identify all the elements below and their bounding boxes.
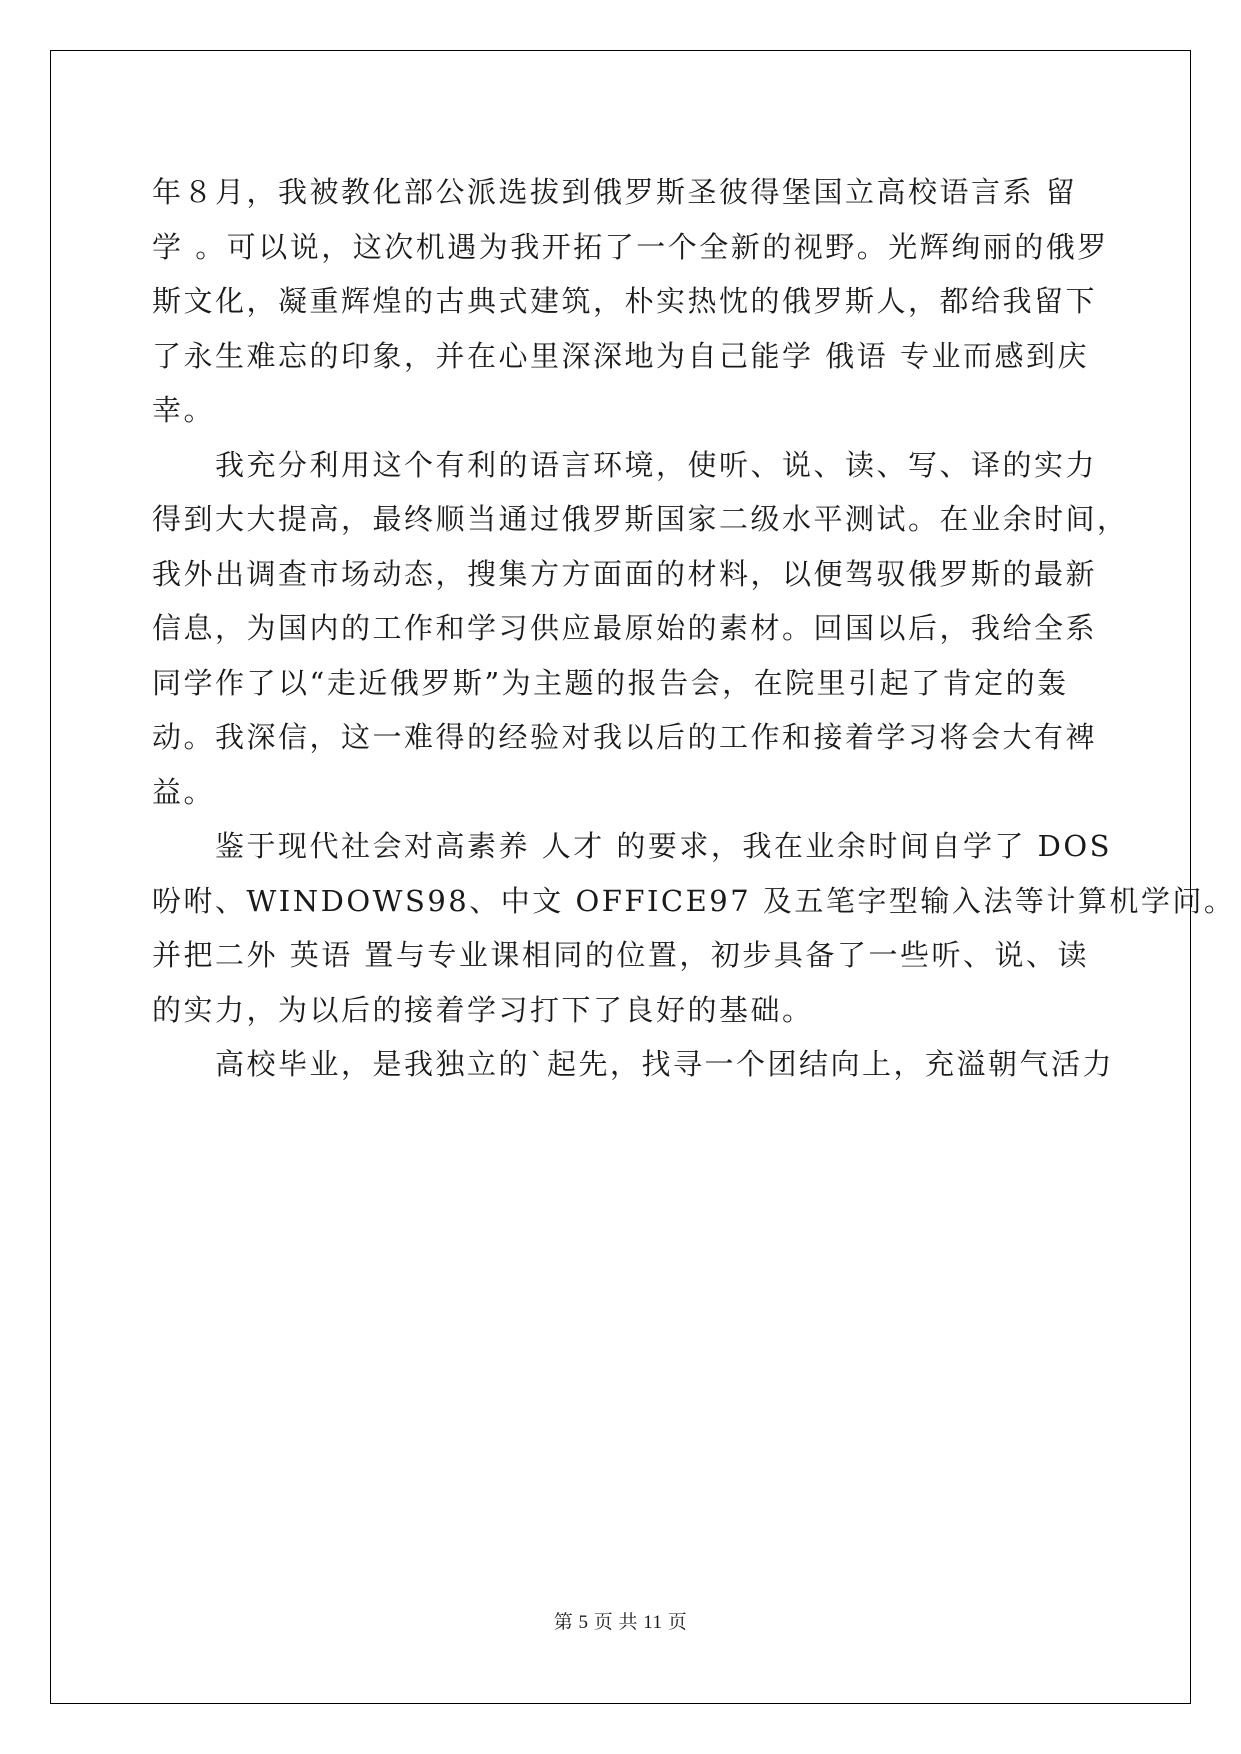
text-line: 年８月，我被教化部公派选拔到俄罗斯圣彼得堡国立高校语言系 留: [152, 175, 1078, 209]
text-line: 得到大大提高，最终顺当通过俄罗斯国家二级水平测试。在业余时间，: [152, 502, 1129, 536]
text-line: 信息，为国内的工作和学习供应最原始的素材。回国以后，我给全系: [152, 611, 1098, 645]
text-line: 并把二外 英语 置与专业课相同的位置，初步具备了一些听、说、读: [152, 938, 1089, 972]
text-line: 同学作了以“走近俄罗斯”为主题的报告会，在院里引起了肯定的轰: [152, 665, 1069, 700]
document-body: [152, 165, 1236, 1092]
text-line: 幸。: [152, 393, 216, 427]
text-line-paragraph-start: 我充分利用这个有利的语言环境，使听、说、读、写、译的实力: [215, 447, 1098, 482]
text-line: 的实力，为以后的接着学习打下了良好的基础。: [152, 992, 814, 1027]
text-line: 了永生难忘的印象，并在心里深深地为自己能学 俄语 专业而感到庆: [152, 338, 1089, 373]
text-line-paragraph-start: 鉴于现代社会对高素养 人才 的要求，我在业余时间自学了 DOS: [215, 829, 1113, 863]
text-line: 吩咐、WINDOWS98、中文 OFFICE97 及五笔字型输入法等计算机学问。: [152, 883, 1236, 918]
text-line: 益。: [152, 774, 216, 809]
page-number-footer: 第 5 页 共 11 页: [553, 1612, 688, 1633]
text-line: 我外出调查市场动态，搜集方方面面的材料，以便驾驭俄罗斯的最新: [152, 556, 1098, 591]
text-line: 动。我深信，这一难得的经验对我以后的工作和接着学习将会大有裨: [152, 720, 1098, 754]
text-line-paragraph-start: 高校毕业，是我独立的`起先，找寻一个团结向上，充溢朝气活力: [215, 1047, 1115, 1081]
text-line: 斯文化，凝重辉煌的古典式建筑，朴实热忱的俄罗斯人，都给我留下: [152, 284, 1098, 318]
text-line: 学 。可以说，这次机遇为我开拓了一个全新的视野。光辉绚丽的俄罗: [152, 229, 1109, 264]
